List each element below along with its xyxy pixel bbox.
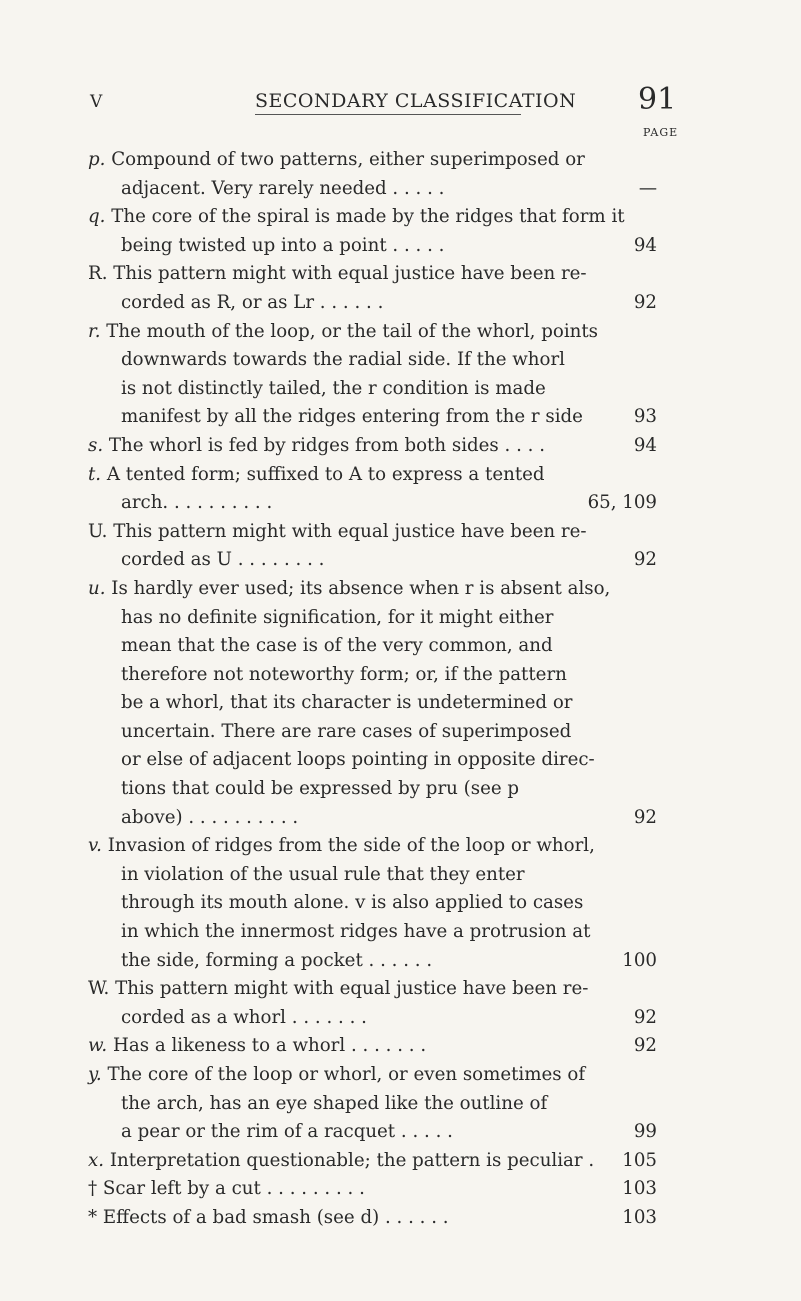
entry-text: Is hardly ever used; its absence when r is absent also, [111,577,611,599]
entry-page-number: 92 [633,549,657,571]
entry-text: arch. . . . . . . . . . [121,492,273,514]
entry-continuation-line [0,947,801,976]
entry-first-line [0,832,801,861]
entry-page-number: 103 [622,1178,657,1200]
index-entry [0,1061,801,1147]
entry-text: Has a likeness to a whorl . . . . . . . [113,1035,427,1057]
entry-continuation-line [0,346,801,375]
page-column-heading: PAGE [643,126,679,139]
entry-key: † [88,1178,98,1200]
chapter-number: V [90,92,103,112]
entry-continuation-line [0,375,801,404]
entry-page-number: 92 [633,1006,657,1028]
entry-key: y. [88,1064,102,1085]
entry-continuation-line [0,918,801,947]
entry-key: s. [88,434,104,456]
entry-page-number: 105 [622,1149,657,1171]
entry-key: v. [88,835,102,857]
entry-page-number: 93 [633,406,657,428]
title-underline [255,114,521,115]
page-number: 91 [638,82,677,117]
entry-text: The whorl is fed by ridges from both sides . . . . [108,434,545,456]
entry-text: Scar left by a cut . . . . . . . . . [102,1178,365,1200]
entry-first-line [0,1175,801,1204]
entry-key: x. [88,1149,105,1171]
index-entry [0,203,801,260]
entry-first-line [0,260,801,289]
entry-continuation-line [0,232,801,261]
entry-key: R. [88,263,108,285]
index-entry [0,1175,801,1204]
entry-continuation-line [0,632,801,661]
entry-continuation-line [0,1004,801,1033]
entry-page-number: 92 [633,1035,657,1057]
entry-text: being twisted up into a point . . . . . [121,234,445,256]
entry-continuation-line [0,1090,801,1119]
entry-text: in violation of the usual rule that they enter [121,863,525,885]
entry-key: w. [88,1035,108,1057]
index-entry [0,318,801,432]
entry-first-line [0,518,801,547]
index-entries [0,146,801,1233]
entry-continuation-line [0,861,801,890]
entry-text: be a whorl, that its character is undetermined or [121,692,573,714]
entry-key: u. [88,577,106,599]
entry-text: in which the innermost ridges have a protrusion at [121,921,591,943]
entry-continuation-line [0,718,801,747]
entry-key: r. [88,320,101,342]
entry-page-number: 94 [633,434,657,456]
entry-page-number: 92 [633,806,657,828]
index-entry [0,461,801,518]
entry-text: Interpretation questionable; the pattern is peculiar . [109,1149,595,1171]
entry-text: The core of the loop or whorl, or even sometimes of [107,1064,586,1085]
entry-key: * [88,1206,98,1228]
entry-text: downwards towards the radial side. If the whorl [121,349,565,371]
entry-continuation-line [0,1118,801,1147]
entry-continuation-line [0,546,801,575]
entry-continuation-line [0,604,801,633]
page-title: SECONDARY CLASSIFICATION [255,90,577,112]
entry-key: t. [88,463,102,485]
entry-text: Compound of two patterns, either superimposed or [111,149,585,170]
index-entry [0,1204,801,1233]
entry-key: p. [88,149,106,170]
index-entry [0,832,801,975]
entry-text: corded as R, or as Lr . . . . . . [121,291,384,313]
entry-continuation-line [0,661,801,690]
entry-first-line [0,1204,801,1233]
entry-text: above) . . . . . . . . . . [121,806,299,828]
entry-text: This pattern might with equal justice have been re- [113,263,587,285]
entry-first-line [0,1147,801,1176]
entry-continuation-line [0,889,801,918]
entry-text: or else of adjacent loops pointing in opposite direc- [121,749,595,771]
entry-text: A tented form; suffixed to A to express a tented [106,463,545,485]
entry-page-number: 99 [633,1121,657,1143]
entry-continuation-line [0,804,801,833]
index-entry [0,432,801,461]
index-entry [0,1147,801,1176]
entry-text: the side, forming a pocket . . . . . . [121,949,433,971]
entry-key: W. [88,978,110,1000]
entry-text: mean that the case is of the very common, and [121,635,553,657]
entry-text: through its mouth alone. v is also applied to cases [121,892,584,914]
entry-text: manifest by all the ridges entering from the r side [121,406,583,428]
entry-key: U. [88,520,108,542]
entry-page-number: 65, 109 [587,492,657,514]
entry-page-number: 100 [622,949,657,971]
entry-text: the arch, has an eye shaped like the outline of [121,1092,548,1114]
entry-page-number: 103 [622,1206,657,1228]
entry-first-line [0,461,801,490]
entry-text: corded as a whorl . . . . . . . [121,1006,367,1028]
entry-page-number: 94 [633,234,657,256]
entry-continuation-line [0,403,801,432]
entry-text: has no definite signification, for it might either [121,606,554,628]
entry-continuation-line [0,289,801,318]
entry-text: Invasion of ridges from the side of the loop or whorl, [107,835,595,857]
entry-first-line [0,432,801,461]
entry-text: The mouth of the loop, or the tail of the whorl, points [106,320,598,342]
entry-text: This pattern might with equal justice have been re- [113,520,587,542]
entry-continuation-line [0,775,801,804]
entry-first-line [0,1032,801,1061]
entry-first-line [0,318,801,347]
entry-text: This pattern might with equal justice have been re- [115,978,589,1000]
entry-first-line [0,1061,801,1090]
entry-text: Effects of a bad smash (see d) . . . . . . [102,1206,449,1228]
entry-first-line [0,146,801,175]
entry-first-line [0,575,801,604]
entry-text: tions that could be expressed by pru (see p [121,778,520,800]
entry-first-line [0,203,801,232]
index-entry [0,1032,801,1061]
entry-first-line [0,975,801,1004]
entry-text: adjacent. Very rarely needed . . . . . [121,177,445,199]
entry-continuation-line [0,175,801,204]
index-entry [0,518,801,575]
entry-text: is not distinctly tailed, the r condition is made [121,377,546,399]
entry-continuation-line [0,689,801,718]
index-entry [0,975,801,1032]
entry-key: q. [88,206,106,228]
entry-text: corded as U . . . . . . . . [121,549,325,571]
entry-page-number: 92 [633,291,657,313]
index-entry [0,146,801,203]
entry-continuation-line [0,746,801,775]
entry-page-number: — [638,177,657,199]
entry-text: therefore not noteworthy form; or, if the pattern [121,663,567,685]
entry-text: The core of the spiral is made by the ridges that form it [111,206,625,228]
index-entry [0,575,801,832]
entry-continuation-line [0,489,801,518]
index-entry [0,260,801,317]
entry-text: a pear or the rim of a racquet . . . . . [121,1121,453,1143]
running-header [0,84,801,124]
entry-text: uncertain. There are rare cases of superimposed [121,720,572,742]
